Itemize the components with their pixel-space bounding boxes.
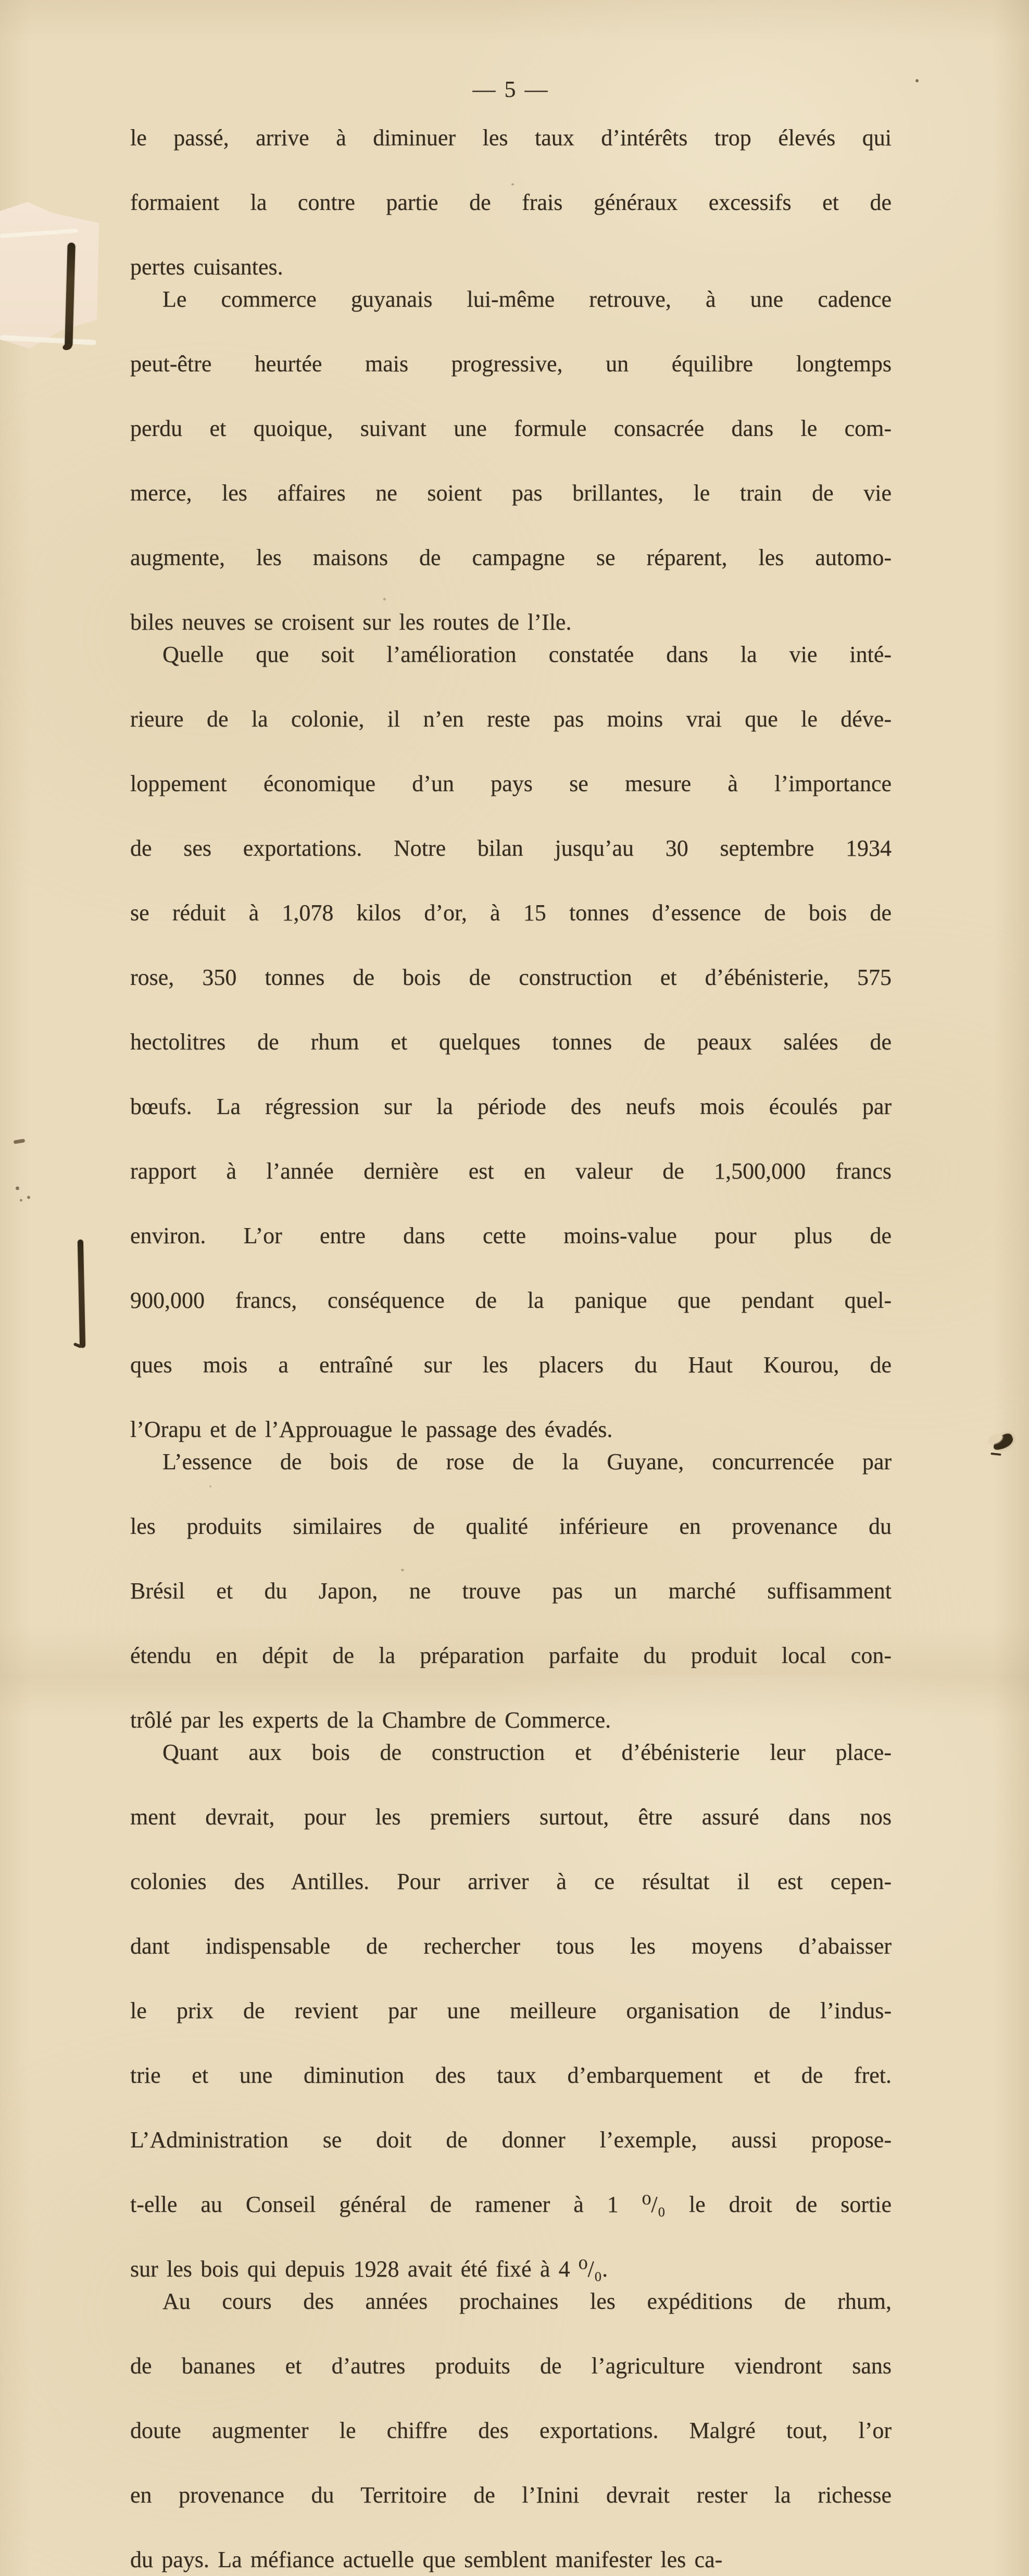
text-line: ment devrait, pour les premiers surtout, être assuré dans nos <box>130 1804 892 1830</box>
text-line: Au cours des années prochaines les expéditions de rhum, <box>162 2289 892 2314</box>
text-line: augmente, les maisons de campagne se réparent, les automo- <box>130 545 892 570</box>
text-line: trie et une diminution des taux d’embarquement et de fret. <box>130 2062 892 2088</box>
text-line: Quant aux bois de construction et d’ébénisterie leur place- <box>162 1740 892 1765</box>
text-line: les produits similaires de qualité inférieure en provenance du <box>130 1514 892 1539</box>
text-line: se réduit à 1,078 kilos d’or, à 15 tonnes d’essence de bois de <box>130 900 892 926</box>
text-line: en provenance du Territoire de l’Inini devrait rester la richesse <box>130 2482 892 2508</box>
text-line: hectolitres de rhum et quelques tonnes de peaux salées de <box>130 1029 892 1055</box>
text-line: Le commerce guyanais lui-même retrouve, à une cadence <box>162 286 892 312</box>
ink-blot <box>992 1432 1015 1451</box>
page-number: — 5 — <box>472 77 549 102</box>
margin-ink-dot <box>27 1196 30 1199</box>
text-line: L’essence de bois de rose de la Guyane, concurrencée par <box>162 1449 892 1474</box>
text-line: biles neuves se croisent sur les routes de l’Ile. <box>130 609 572 635</box>
text-line: sur les bois qui depuis 1928 avait été fixé à 4 ⁰/₀. <box>130 2256 608 2282</box>
margin-ink-dot <box>16 1186 19 1190</box>
text-line: ques mois a entraîné sur les placers du Haut Kourou, de <box>130 1352 892 1378</box>
text-line: t-elle au Conseil général de ramener à 1 ⁰/₀ le droit de sortie <box>130 2192 892 2217</box>
margin-ink-dot <box>20 1199 22 1202</box>
text-line: rieure de la colonie, il n’en reste pas moins vrai que le déve- <box>130 706 892 732</box>
ink-speck <box>915 79 919 82</box>
text-line: rose, 350 tonnes de bois de construction et d’ébénisterie, 575 <box>130 965 892 990</box>
text-line: de bananes et d’autres produits de l’agriculture viendront sans <box>130 2353 892 2379</box>
text-line: de ses exportations. Notre bilan jusqu’au 30 septembre 1934 <box>130 835 892 861</box>
text-line: étendu en dépit de la préparation parfaite du produit local con- <box>130 1643 892 1668</box>
paper-tear-patch <box>0 199 99 350</box>
margin-pen-stroke-lower <box>78 1240 85 1348</box>
text-line: pertes cuisantes. <box>130 254 283 280</box>
text-line: rapport à l’année dernière est en valeur de 1,500,000 francs <box>130 1158 892 1184</box>
text-line: environ. L’or entre dans cette moins-value pour plus de <box>130 1223 892 1248</box>
text-line: peut-être heurtée mais progressive, un équilibre longtemps <box>130 351 892 377</box>
text-line: le prix de revient par une meilleure organisation de l’indus- <box>130 1998 892 2023</box>
text-line: merce, les affaires ne soient pas brillantes, le train de vie <box>130 480 892 506</box>
text-line: dant indispensable de rechercher tous les moyens d’abaisser <box>130 1933 892 1959</box>
text-line: colonies des Antilles. Pour arriver à ce résultat il est cepen- <box>130 1869 892 1894</box>
text-line: formaient la contre partie de frais généraux excessifs et de <box>130 190 892 215</box>
text-line: L’Administration se doit de donner l’exemple, aussi propose- <box>130 2127 892 2153</box>
text-line: doute augmenter le chiffre des exportations. Malgré tout, l’or <box>130 2418 892 2443</box>
text-line: Brésil et du Japon, ne trouve pas un marché suffisamment <box>130 1578 892 1604</box>
text-line: 900,000 francs, conséquence de la panique que pendant quel- <box>130 1287 892 1313</box>
text-line: Quelle que soit l’amélioration constatée dans la vie inté- <box>162 642 892 667</box>
margin-dash-mark <box>14 1139 26 1144</box>
text-line: loppement économique d’un pays se mesure à l’importance <box>130 771 892 796</box>
text-line: bœufs. La régression sur la période des neufs mois écoulés par <box>130 1094 892 1119</box>
text-line: perdu et quoique, suivant une formule consacrée dans le com- <box>130 416 892 441</box>
text-line: l’Orapu et de l’Approuague le passage des évadés. <box>130 1417 613 1442</box>
text-column <box>130 122 892 2576</box>
text-line: trôlé par les experts de la Chambre de Commerce. <box>130 1707 611 1733</box>
text-line: le passé, arrive à diminuer les taux d’intérêts trop élevés qui <box>130 125 892 151</box>
text-line: du pays. La méfiance actuelle que semblent manifester les ca- <box>130 2547 723 2572</box>
